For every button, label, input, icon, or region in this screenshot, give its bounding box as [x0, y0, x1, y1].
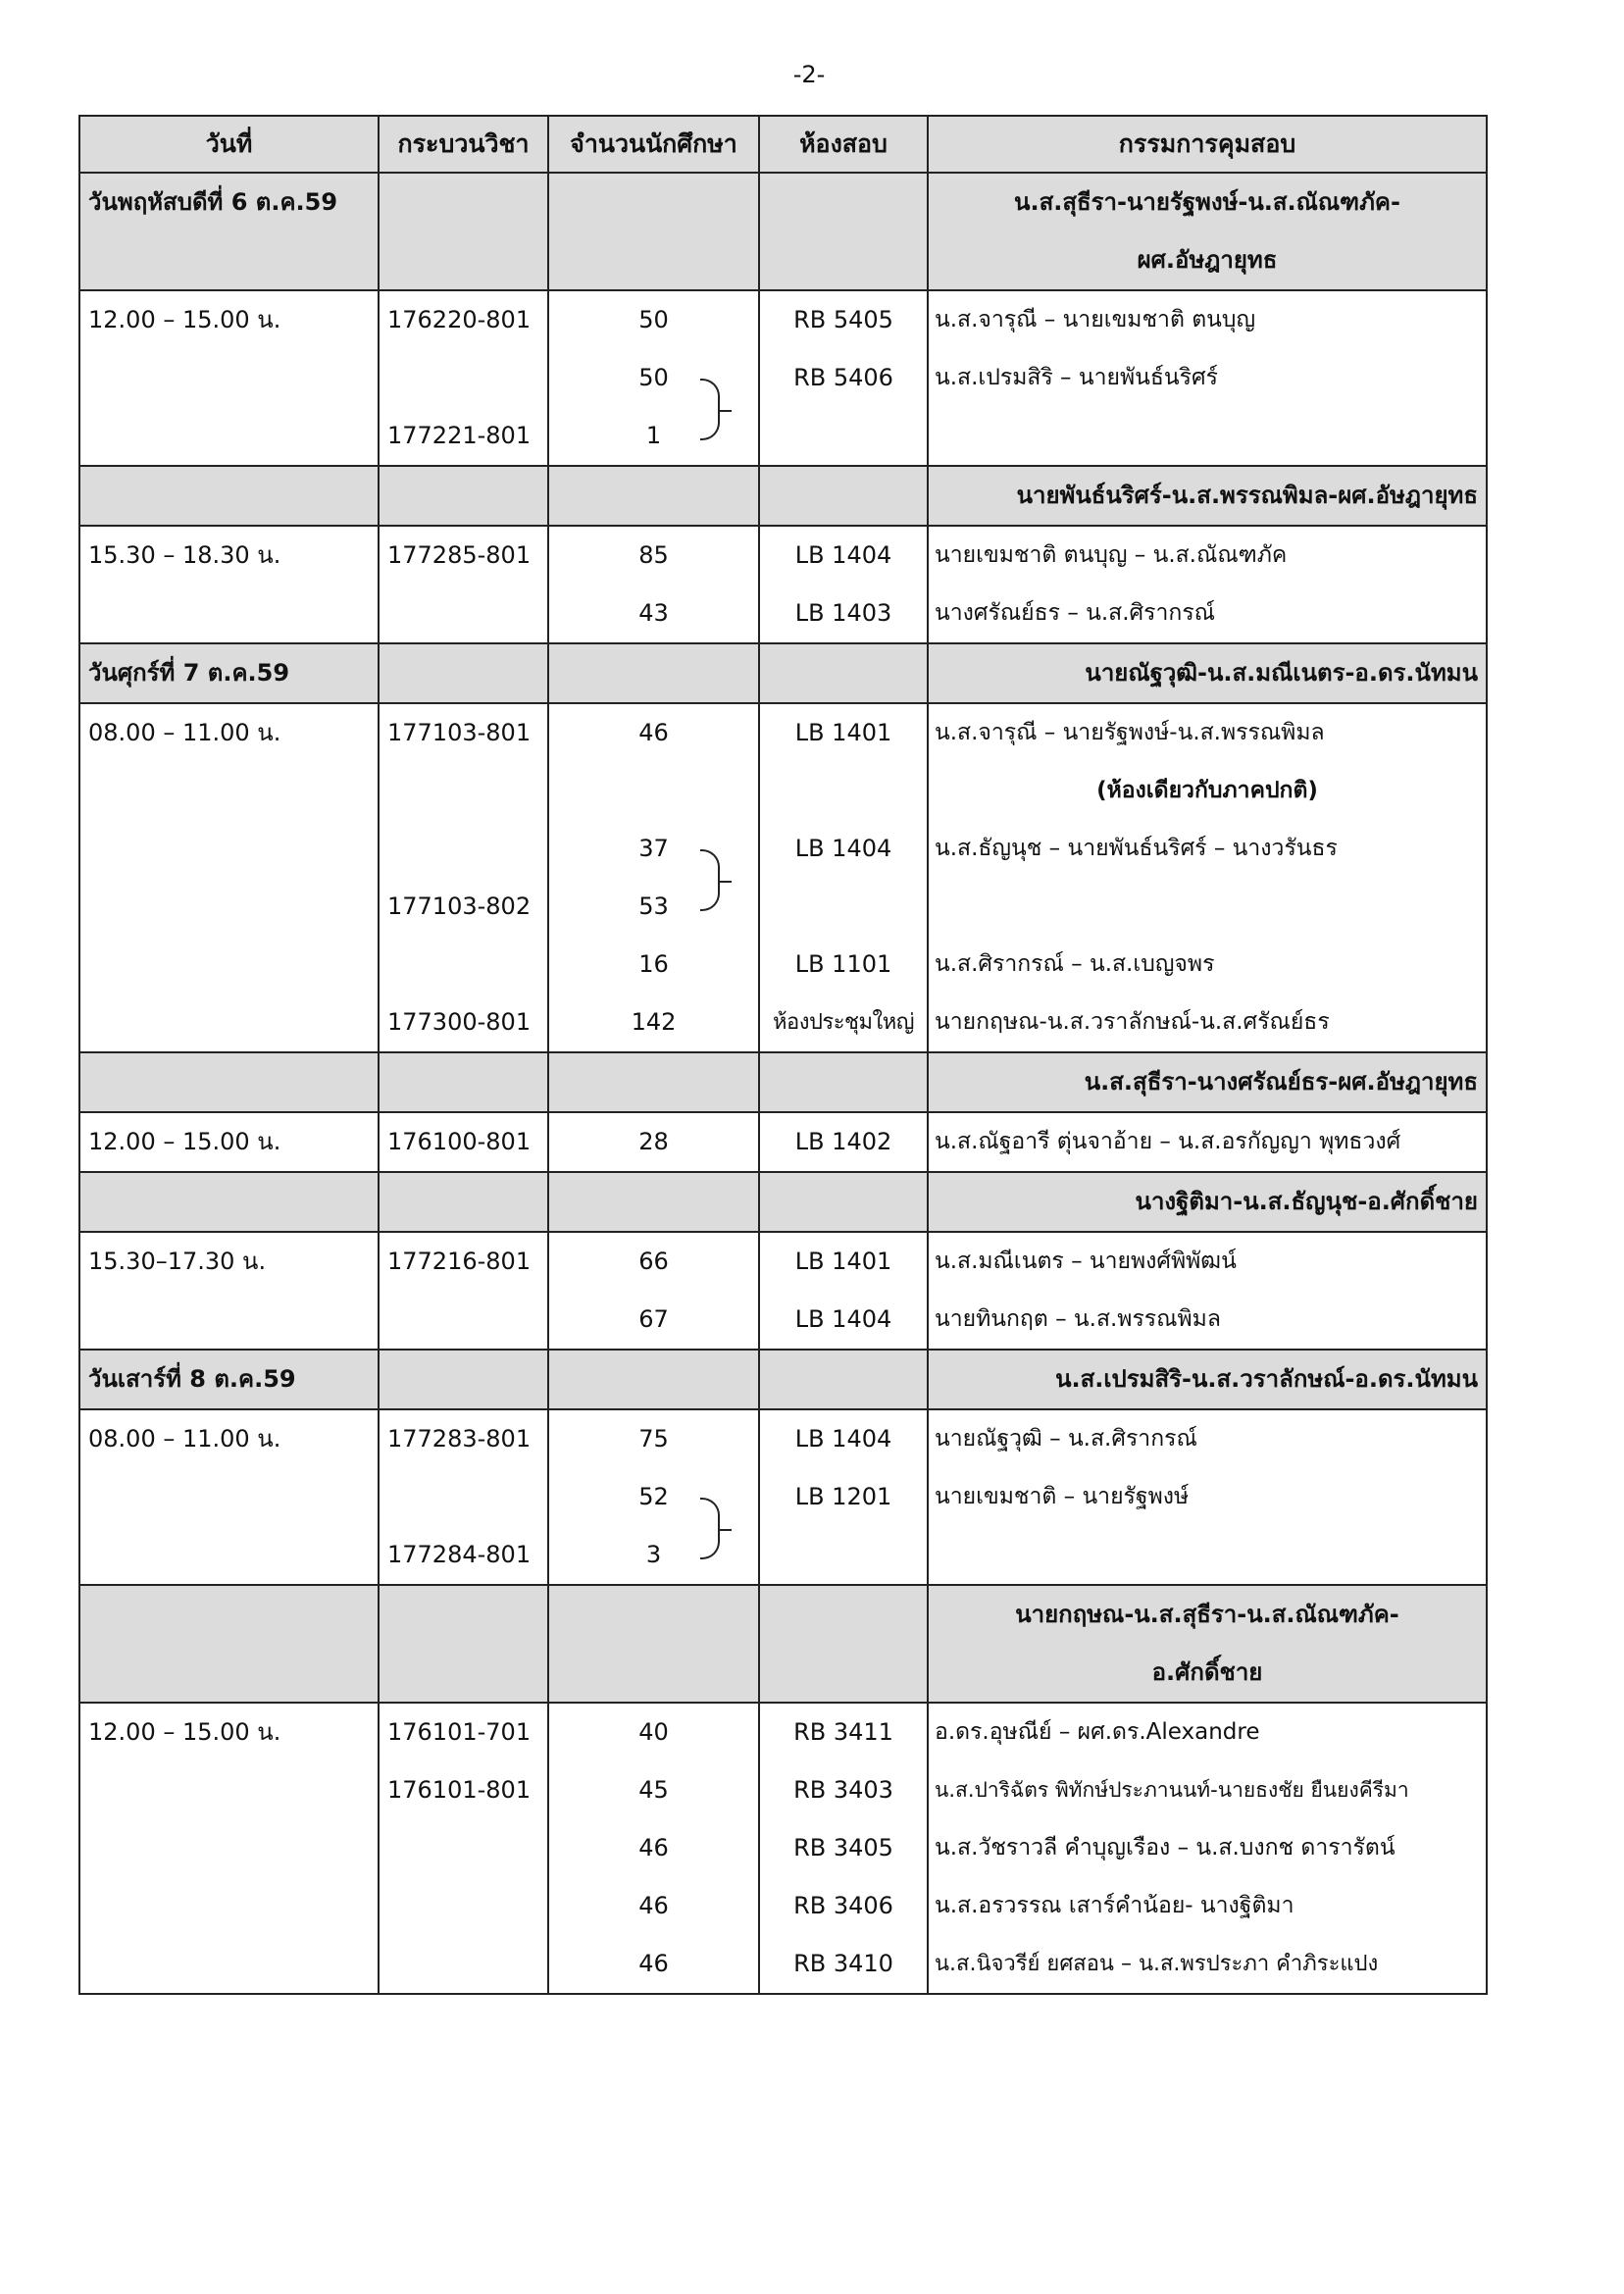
- committee-names: น.ส.เปรมสิริ-น.ส.วราลักษณ์-อ.ดร.นัทมน: [928, 1350, 1487, 1409]
- exam-rooms: LB 1401 LB 1404 LB 1101 ห้องประชุมใหญ่: [759, 703, 928, 1052]
- proctor-names: นายเขมชาติ ตนบุญ – น.ส.ณัณฑภัค นางศรัณย์ธร – น.ส.ศิรากรณ์: [928, 526, 1487, 643]
- committee-names: นายกฤษณ-น.ส.สุธีรา-น.ส.ณัณฑภัค- อ.ศักดิ์ชาย: [928, 1585, 1487, 1703]
- header-course: กระบวนวิชา: [379, 116, 548, 173]
- student-counts: 50 50 1: [548, 290, 759, 466]
- proctor-names: นายณัฐวุฒิ – น.ส.ศิรากรณ์ นายเขมชาติ – นายรัฐพงษ์: [928, 1409, 1487, 1585]
- exam-rooms: LB 1402: [759, 1112, 928, 1172]
- exam-time: 12.00 – 15.00 น.: [79, 290, 379, 466]
- day-date: วันเสาร์ที่ 8 ต.ค.59: [79, 1350, 379, 1409]
- committee-names: นางฐิติมา-น.ส.ธัญนุช-อ.ศักดิ์ชาย: [928, 1172, 1487, 1232]
- proctor-names: น.ส.ณัฐอารี ตุ่นจาอ้าย – น.ส.อรกัญญา พุทธวงศ์: [928, 1112, 1487, 1172]
- course-codes: 177283-801 177284-801: [379, 1409, 548, 1585]
- exam-slot-row: [79, 1409, 1487, 1585]
- header-row: [79, 116, 1487, 173]
- committee-names: นายณัฐวุฒิ-น.ส.มณีเนตร-อ.ดร.นัทมน: [928, 643, 1487, 703]
- proctor-names: อ.ดร.อุษณีย์ – ผศ.ดร.Alexandre น.ส.ปาริฉัตร พิทักษ์ประภานนท์-นายธงชัย ยืนยงคีรีมา น.ส.วัชราวลี คำบุญเรือง – น.ส.บงกช ดารารัตน์ น.ส.อรวรรณ เสาร์คำน้อย- นางฐิติมา น.ส.นิจวรีย์ ยศสอน – น.ส.พรประภา คำภิระแปง: [928, 1703, 1487, 1994]
- committee-row: [79, 1585, 1487, 1703]
- committee-row: [79, 1052, 1487, 1112]
- exam-slot-row: [79, 703, 1487, 1052]
- day-header-row: [79, 1350, 1487, 1409]
- exam-rooms: LB 1404 LB 1201: [759, 1409, 928, 1585]
- exam-schedule-table: [78, 115, 1488, 1995]
- course-codes: 177285-801: [379, 526, 548, 643]
- course-codes: 176220-801 177221-801: [379, 290, 548, 466]
- exam-rooms: RB 5405 RB 5406: [759, 290, 928, 466]
- proctor-names: น.ส.มณีเนตร – นายพงศ์พิพัฒน์ นายทินกฤต – น.ส.พรรณพิมล: [928, 1232, 1487, 1350]
- student-counts: 66 67: [548, 1232, 759, 1350]
- committee-names: นายพันธ์นริศร์-น.ส.พรรณพิมล-ผศ.อัษฎายุทธ: [928, 466, 1487, 526]
- exam-time: 08.00 – 11.00 น.: [79, 703, 379, 1052]
- student-counts: 40 45 46 46 46: [548, 1703, 759, 1994]
- course-codes: 177103-801 177103-802 177300-801: [379, 703, 548, 1052]
- proctor-names: น.ส.จารุณี – นายเขมชาติ ตนบุญ น.ส.เปรมสิริ – นายพันธ์นริศร์: [928, 290, 1487, 466]
- header-committee: กรรมการคุมสอบ: [928, 116, 1487, 173]
- committee-row: [79, 466, 1487, 526]
- header-students: จำนวนนักศึกษา: [548, 116, 759, 173]
- student-counts: 28: [548, 1112, 759, 1172]
- day-date: วันพฤหัสบดีที่ 6 ต.ค.59: [79, 173, 379, 290]
- committee-names: น.ส.สุธีรา-นายรัฐพงษ์-น.ส.ณัณฑภัค- ผศ.อัษฎายุทธ: [928, 173, 1487, 290]
- exam-time: 15.30–17.30 น.: [79, 1232, 379, 1350]
- exam-slot-row: [79, 526, 1487, 643]
- day-header-row: [79, 643, 1487, 703]
- exam-time: 08.00 – 11.00 น.: [79, 1409, 379, 1585]
- student-counts: 46 37 53 16 142: [548, 703, 759, 1052]
- exam-rooms: RB 3411 RB 3403 RB 3405 RB 3406 RB 3410: [759, 1703, 928, 1994]
- exam-slot-row: [79, 1112, 1487, 1172]
- committee-row: [79, 1172, 1487, 1232]
- exam-rooms: LB 1404 LB 1403: [759, 526, 928, 643]
- course-codes: 176100-801: [379, 1112, 548, 1172]
- course-codes: 177216-801: [379, 1232, 548, 1350]
- committee-names: น.ส.สุธีรา-นางศรัณย์ธร-ผศ.อัษฎายุทธ: [928, 1052, 1487, 1112]
- exam-rooms: LB 1401 LB 1404: [759, 1232, 928, 1350]
- exam-time: 15.30 – 18.30 น.: [79, 526, 379, 643]
- header-date: วันที่: [79, 116, 379, 173]
- exam-slot-row: [79, 1232, 1487, 1350]
- day-date: วันศุกร์ที่ 7 ต.ค.59: [79, 643, 379, 703]
- proctor-names: น.ส.จารุณี – นายรัฐพงษ์-น.ส.พรรณพิมล (ห้องเดียวกับภาคปกติ) น.ส.ธัญนุช – นายพันธ์นริศร์ – นางวรันธร น.ส.ศิรากรณ์ – น.ส.เบญจพร นายกฤษณ-น.ส.วราลักษณ์-น.ส.ศรัณย์ธร: [928, 703, 1487, 1052]
- exam-time: 12.00 – 15.00 น.: [79, 1703, 379, 1994]
- exam-time: 12.00 – 15.00 น.: [79, 1112, 379, 1172]
- header-room: ห้องสอบ: [759, 116, 928, 173]
- student-counts: 75 52 3: [548, 1409, 759, 1585]
- course-codes: 176101-701 176101-801: [379, 1703, 548, 1994]
- page-number: -2-: [792, 61, 826, 88]
- exam-slot-row: [79, 290, 1487, 466]
- day-header-row: [79, 173, 1487, 290]
- exam-slot-row: [79, 1703, 1487, 1994]
- student-counts: 85 43: [548, 526, 759, 643]
